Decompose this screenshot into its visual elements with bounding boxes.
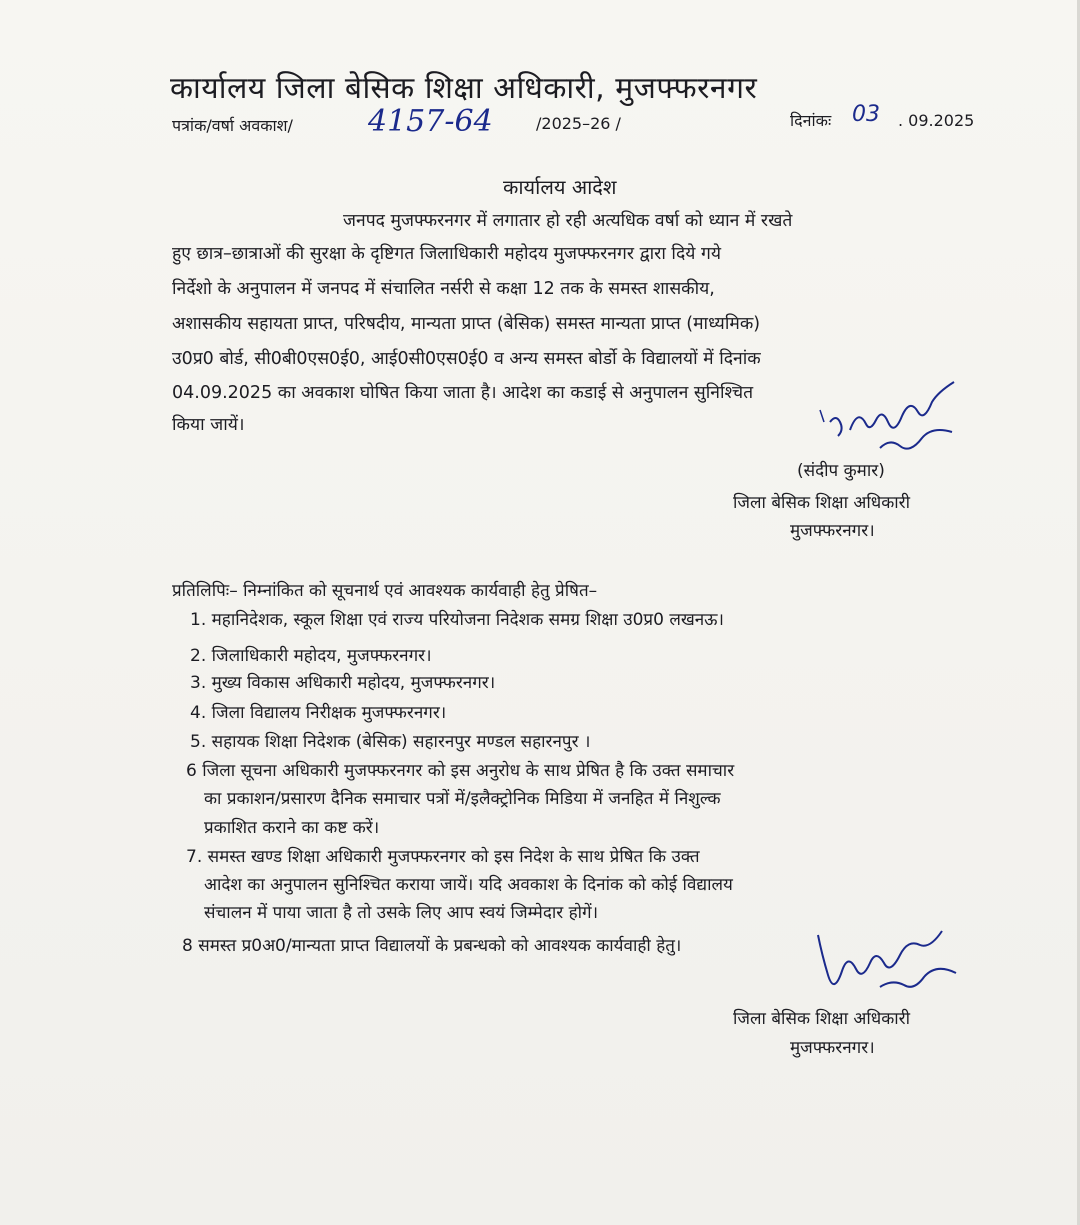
reference-number-handwritten: 4157-64 bbox=[368, 104, 493, 139]
order-line: किया जायें। bbox=[172, 415, 245, 435]
copy-to-intro: प्रतिलिपिः– निम्नांकित को सूचनार्थ एवं आवश्यक कार्यवाही हेतु प्रेषित– bbox=[172, 581, 598, 601]
date-month-year: . 09.2025 bbox=[898, 111, 975, 130]
handwritten-signature bbox=[810, 925, 980, 1005]
order-line: 04.09.2025 का अवकाश घोषित किया जाता है। आदेश का कडाई से अनुपालन सुनिश्चित bbox=[172, 383, 754, 403]
reference-year: /2025–26 / bbox=[536, 114, 621, 133]
officer-name: (संदीप कुमार) bbox=[797, 461, 885, 481]
copy-to-item: आदेश का अनुपालन सुनिश्चित कराया जायें। यदि अवकाश के दिनांक को कोई विद्यालय bbox=[204, 875, 733, 895]
order-line: अशासकीय सहायता प्राप्त, परिषदीय, मान्यता प्राप्त (बेसिक) समस्त मान्यता प्राप्त (माध्यमिक) bbox=[172, 314, 761, 334]
copy-to-item: 7. समस्त खण्ड शिक्षा अधिकारी मुजफ्फरनगर को इस निदेश के साथ प्रेषित कि उक्त bbox=[186, 847, 700, 867]
officer-place: मुजफ्फरनगर। bbox=[790, 1038, 875, 1058]
copy-to-item: 1. महानिदेशक, स्कूल शिक्षा एवं राज्य परियोजना निदेशक समग्र शिक्षा उ0प्र0 लखनऊ। bbox=[190, 610, 724, 630]
date-label: दिनांकः bbox=[790, 111, 832, 130]
officer-place: मुजफ्फरनगर। bbox=[790, 521, 875, 541]
officer-designation: जिला बेसिक शिक्षा अधिकारी bbox=[733, 1009, 911, 1029]
office-title: कार्यालय जिला बेसिक शिक्षा अधिकारी, मुजफ्फरनगर bbox=[170, 71, 758, 106]
order-line: जनपद मुजफ्फरनगर में लगातार हो रही अत्यधिक वर्षा को ध्यान में रखते bbox=[343, 211, 793, 231]
copy-to-item: संचालन में पाया जाता है तो उसके लिए आप स्वयं जिम्मेदार होगें। bbox=[204, 903, 599, 923]
order-heading: कार्यालय आदेश bbox=[503, 175, 617, 199]
copy-to-item: 5. सहायक शिक्षा निदेशक (बेसिक) सहारनपुर मण्डल सहारनपुर । bbox=[190, 732, 591, 752]
copy-to-item: का प्रकाशन/प्रसारण दैनिक समाचार पत्रों में/इलैक्ट्रोनिक मिडिया में जनहित में निशुल्क bbox=[204, 789, 721, 809]
copy-to-item: 8 समस्त प्र0अ0/मान्यता प्राप्त विद्यालयों के प्रबन्धको को आवश्यक कार्यवाही हेतु। bbox=[182, 936, 682, 956]
reference-label: पत्रांक/वर्षा अवकाश/ bbox=[172, 116, 293, 135]
officer-designation: जिला बेसिक शिक्षा अधिकारी bbox=[733, 493, 911, 513]
date-day-handwritten: 03 bbox=[852, 102, 880, 127]
copy-to-item: 4. जिला विद्यालय निरीक्षक मुजफ्फरनगर। bbox=[190, 703, 447, 723]
order-line: हुए छात्र–छात्राओं की सुरक्षा के दृष्टिगत जिलाधिकारी महोदय मुजफ्फरनगर द्वारा दिये गये bbox=[172, 244, 721, 264]
copy-to-item: 3. मुख्य विकास अधिकारी महोदय, मुजफ्फरनगर। bbox=[190, 673, 496, 693]
copy-to-item: 2. जिलाधिकारी महोदय, मुजफ्फरनगर। bbox=[190, 646, 432, 666]
copy-to-item: प्रकाशित कराने का कष्ट करें। bbox=[204, 818, 380, 838]
handwritten-signature bbox=[810, 390, 990, 460]
copy-to-item: 6 जिला सूचना अधिकारी मुजफ्फरनगर को इस अनुरोध के साथ प्रेषित है कि उक्त समाचार bbox=[186, 761, 735, 781]
order-line: निर्देशो के अनुपालन में जनपद में संचालित नर्सरी से कक्षा 12 तक के समस्त शासकीय, bbox=[172, 279, 715, 299]
order-line: उ0प्र0 बोर्ड, सी0बी0एस0ई0, आई0सी0एस0ई0 व अन्य समस्त बोर्डो के विद्यालयों में दिनांक bbox=[172, 349, 761, 369]
